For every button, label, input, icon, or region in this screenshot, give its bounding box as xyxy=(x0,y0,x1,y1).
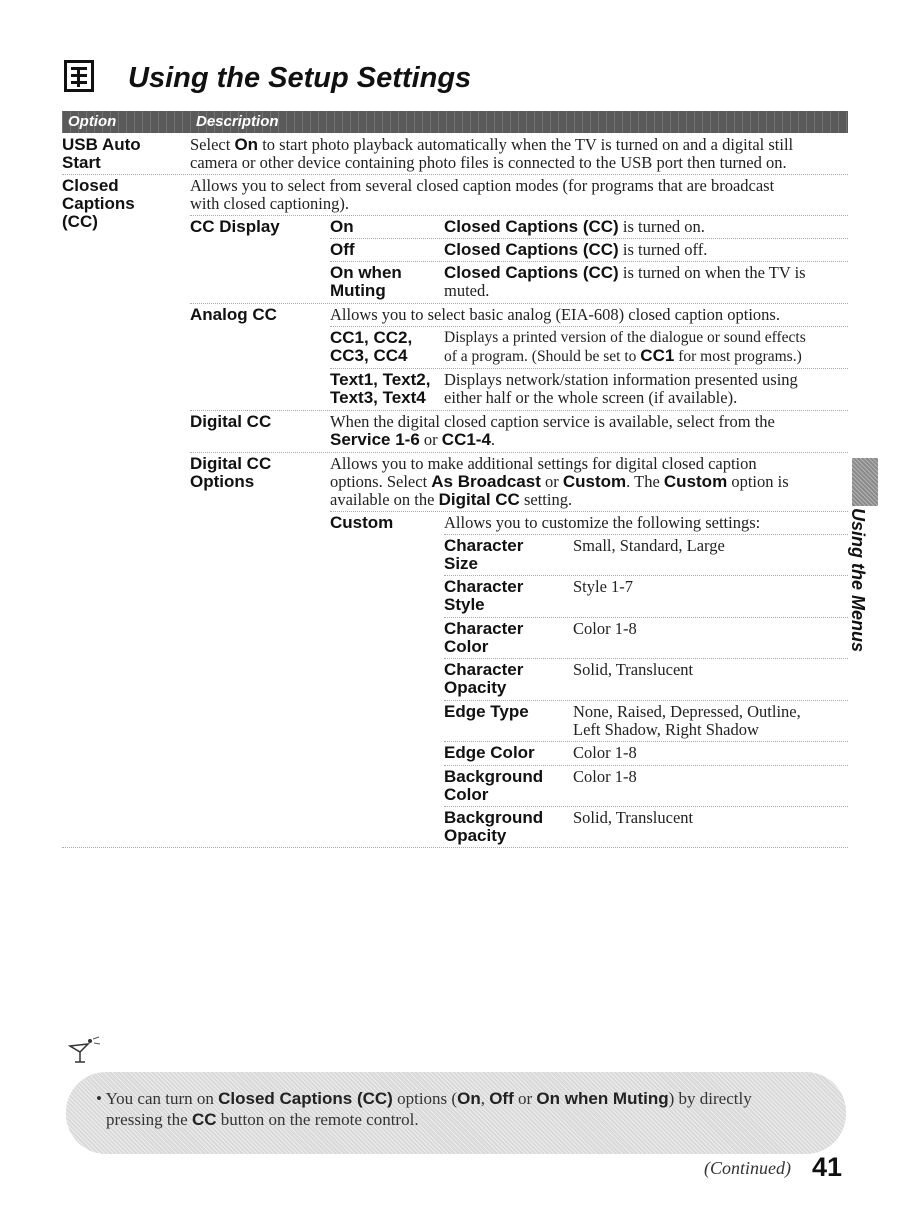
row-divider xyxy=(330,368,848,369)
digital-cc-label: Digital CC xyxy=(190,412,272,431)
closed-captions-option: Closed Captions (CC) xyxy=(62,176,135,231)
usb-auto-start-description: Select On to start photo playback automatically when the TV is turned on and a digital still camera or other device containing photo files is connected to the USB port then turned on. xyxy=(190,135,794,172)
custom-setting-label: Background Opacity xyxy=(444,808,544,845)
description-column-header: Description xyxy=(196,113,279,130)
row-divider xyxy=(330,261,848,262)
custom-setting-value: Solid, Translucent xyxy=(573,660,694,679)
cc-display-on-desc: Closed Captions (CC) is turned on. xyxy=(444,217,705,236)
row-divider xyxy=(190,215,848,216)
row-divider xyxy=(190,452,848,453)
digital-cc-desc: When the digital closed caption service is available, select from the Service 1-6 or CC1-4. xyxy=(330,412,775,449)
section-tab-marker xyxy=(852,458,878,506)
custom-setting-value: None, Raised, Depressed, Outline, Left Shadow, Right Shadow xyxy=(573,702,801,739)
cc-display-on-label: On xyxy=(330,217,354,236)
custom-setting-value: Color 1-8 xyxy=(573,619,637,638)
cc-display-muting-desc: Closed Captions (CC) is turned on when the TV is muted. xyxy=(444,263,806,300)
row-divider xyxy=(330,511,848,512)
cc-display-off-desc: Closed Captions (CC) is turned off. xyxy=(444,240,708,259)
row-divider xyxy=(62,174,848,175)
custom-setting-label: Character Size xyxy=(444,536,524,573)
row-divider xyxy=(190,410,848,411)
row-divider xyxy=(190,303,848,304)
page-title: Using the Setup Settings xyxy=(128,62,472,94)
row-divider xyxy=(330,238,848,239)
custom-setting-label: Character Style xyxy=(444,577,524,614)
table-header xyxy=(62,111,848,133)
cc1-cc4-label: CC1, CC2, CC3, CC4 xyxy=(330,328,413,365)
custom-setting-label: Edge Type xyxy=(444,702,529,721)
usb-auto-start-option: USB Auto Start xyxy=(62,135,141,172)
section-tab xyxy=(848,508,888,658)
analog-cc-desc: Allows you to select basic analog (EIA-608) closed caption options. xyxy=(330,305,780,324)
custom-setting-value: Solid, Translucent xyxy=(573,808,694,827)
table-bottom-rule xyxy=(62,847,848,848)
setup-settings-icon xyxy=(64,60,94,92)
custom-desc: Allows you to customize the following settings: xyxy=(444,513,761,532)
cc1-cc4-desc: Displays a printed version of the dialogue or sound effects of a program. (Should be set to CC1 for most programs.) xyxy=(444,329,806,365)
option-column-header: Option xyxy=(68,113,117,130)
cc-display-muting-label: On when Muting xyxy=(330,263,402,300)
digital-cc-options-label: Digital CC Options xyxy=(190,454,272,491)
row-divider xyxy=(330,326,848,327)
section-tab-label: Using the Menus xyxy=(848,508,868,653)
continued-note: (Continued) xyxy=(704,1158,791,1178)
row-divider xyxy=(444,534,848,535)
row-divider xyxy=(444,658,848,659)
custom-setting-value: Small, Standard, Large xyxy=(573,536,725,555)
custom-setting-label: Background Color xyxy=(444,767,544,804)
custom-setting-value: Color 1-8 xyxy=(573,767,637,786)
cc-display-off-label: Off xyxy=(330,240,355,259)
row-divider xyxy=(444,765,848,766)
cc-display-label: CC Display xyxy=(190,217,280,236)
analog-cc-label: Analog CC xyxy=(190,305,277,324)
page-number: 41 xyxy=(812,1152,843,1182)
tip-icon xyxy=(66,1036,106,1066)
row-divider xyxy=(444,741,848,742)
custom-label: Custom xyxy=(330,513,394,532)
custom-setting-label: Edge Color xyxy=(444,743,535,762)
row-divider xyxy=(444,806,848,807)
text1-text4-desc: Displays network/station information presented using either half or the whole screen (if available). xyxy=(444,370,798,407)
custom-setting-label: Character Color xyxy=(444,619,524,656)
row-divider xyxy=(444,700,848,701)
tip-text: • You can turn on Closed Captions (CC) options (On, Off or On when Muting) by directly pressing the CC button on the remote control. xyxy=(96,1089,752,1129)
custom-setting-value: Style 1-7 xyxy=(573,577,634,596)
custom-setting-value: Color 1-8 xyxy=(573,743,637,762)
row-divider xyxy=(444,617,848,618)
row-divider xyxy=(444,575,848,576)
digital-cc-options-desc: Allows you to make additional settings for digital closed caption options. Select As Broadcast or Custom. The Custom option is available on the Digital CC setting. xyxy=(330,454,789,509)
custom-setting-label: Character Opacity xyxy=(444,660,524,697)
text1-text4-label: Text1, Text2, Text3, Text4 xyxy=(330,370,431,407)
closed-captions-description: Allows you to select from several closed caption modes (for programs that are broadcast with closed captioning). xyxy=(190,176,775,213)
